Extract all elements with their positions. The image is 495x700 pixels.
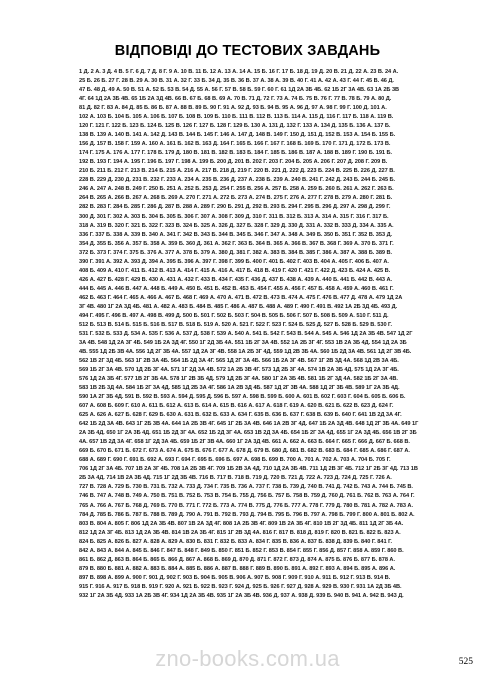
answers-block [79,68,443,638]
answer-line: 264 В. 265 А. 266 В. 267 А. 268 Б. 269 А. 270 Г. 271 А. 272 Б. 273 А. 274 В. 275 Г. 276 А. 277 Г. 278 В. 279 А. 280 Г. 281 Б. [79,195,393,202]
answer-line: 102 А. 103 Б. 104 Б. 105 А. 106 Б. 107 Б. 108 В. 109 Б. 110 Б. 111 В. 112 В. 113 Б. 114 А. 115 Д. 116 Г. 117 Б. 118 А. 119 В. [79,114,394,121]
answer-line: 444 Б. 445 А. 446 В. 447 А. 448 Б. 449 А. 450 Б. 451 Б. 452 В. 453 Б. 454 Г. 455 А. 456 Г. 457 Б. 458 А. 459 А. 460 В. 461 Г. [79,285,394,292]
answer-line: 576 1Д 2А 3Б 4Г. 577 1В 2Г 3Б 4А. 578 1Г 2В 3Б 4Д. 579 1Д 2Б 3Г 4А. 580 1Г 2А 3Б 4В. 581 1Б 2Г 3Д 4А. 582 1Б 2Г 3А 4В. [79,376,398,383]
answer-line: 784 Д. 785 Б. 786 Б. 787 Б. 788 В. 789 Д. 790 А. 791 В. 792 В. 793 Д. 794 В. 795 Б. 796 В. 797 А. 798 Б. 799 Г. 800 А. 801 Б. 802 А. [79,511,415,518]
answer-line: 300 Д. 301 Г. 302 А. 303 Б. 304 Б. 305 Б. 306 Г. 307 А. 308 Г. 309 Д. 310 Г. 311 В. 312 Б. 313 А. 314 А. 315 Г. 316 Г. 317 Б. [79,213,389,220]
answer-line: 669 Б. 670 Б. 671 Б. 672 Г. 673 А. 674 А. 675 В. 676 Г. 677 А. 678 Д. 679 В. 680 Д. 681 В. 682 В. 683 Б. 684 Г. 685 А. 686 Г. 687 А. [79,448,410,455]
answer-line: 426 А. 427 Б. 428 Г. 429 В. 430 А. 431 А. 432 Г. 433 В. 434 Г. 435 Г. 436 Д. 437 Б. 438 А. 439 А. 440 Б. 441 Б. 442 В. 443 А. [79,276,393,283]
answer-line: 824 Б. 825 А. 826 Б. 827 А. 828 А. 829 А. 830 Б. 831 Г. 832 Б. 833 А. 834 Г. 835 В. 836 А. 837 Б. 838 Д. 839 Б. 840 Г. 841 Г. [79,538,393,545]
answer-line: 174 Г. 175 А. 176 А. 177 Г. 178 Б. 179 Д. 180 В. 181 В. 182 В. 183 Б. 184 Г. 185 Б. 186 В. 187 А. 188 В. 189 Г. 190 Б. 191 Б. [79,150,393,157]
answer-line: 2А 3Б 4Д. 650 1Г 2А 3Б 4Д. 651 1Б 2Д 3Г 4А. 652 1Б 2Д 3Г 4А. 653 1В 2Д 3А 4Б. 654 1Б 2Г 3А 4Д. 655 1Г 2А 3Д 4Б. 656 1В 2Г 3Б [79,430,417,437]
answer-line: 210 Б. 211 Б. 212 Г. 213 В. 214 Б. 215 А. 216 А. 217 В. 218 Д. 219 Г. 220 В. 221 Д. 222 Д. 223 Б. 224 В. 225 В. 226 Д. 227 В. [79,168,395,175]
answer-line: 282 В. 283 Г. 284 Б. 285 Г. 286 Д. 287 В. 288 А. 289 Г. 290 Б. 291 Д. 292 В. 293 Б. 294 Г. 295 В. 296 Д. 297 А. 298 Д. 299 Г. [79,204,391,211]
answer-line: 607 А. 608 Б. 609 Г. 610 А. 611 Б. 612 А. 613 Б. 614 А. 615 В. 616 А. 617 А. 618 Г. 619 А. 620 В. 621 Б. 622 В. 623 Д. 624 Г. [79,403,394,410]
answer-line: 803 В. 804 А. 805 Г. 806 1Д 2А 3Б 4В. 807 1В 2А 3Д 4Г. 808 1А 2Б 3В 4Г. 809 1В 2А 3Б 4Г. 810 1В 2Г 3Д 4Б. 811 1Д 2Г 3Б 4А. [79,520,404,527]
answer-line: 879 В. 880 Б. 881 А. 882 А. 883 Б. 884 А. 885 Б. 886 А. 887 В. 888 Г. 889 В. 890 Б. 891 А. 892 Г. 893 А. 894 Б. 895 А. 896 А. [79,565,396,572]
answer-line: 2Б 3А 4Д. 714 1В 2А 3Б 4Д. 715 1Г 2Д 3Б 4В. 716 В. 717 В. 718 В. 719 Д. 720 В. 721 Д. 722 А. 723 Д. 724 Д. 725 Г. 726 А. [79,475,392,482]
answer-line: 531 Г. 532 Б. 533 Д. 534 А. 535 Г. 536 А. 537 Д. 538 Г. 539 А. 540 А. 541 Б. 542 Г. 543 В. 544 А. 545 А. 546 1Д 2А 3Б 4В. 547 1Д 2Г [79,330,413,337]
answer-line: 372 Б. 373 Г. 374 Г. 375 Б. 376 А. 377 А. 378 Б. 379 А. 380 Д. 381 Г. 382 А. 383 В. 384 В. 385 Г. 386 А. 387 А. 388 Б. 389 В. [79,249,393,256]
answer-line: 25 Б. 26 Б. 27 Г. 28 В. 29 А. 30 В. 31 А. 32 Г. 33 Б. 34 Д. 35 В. 36 В. 37 А. 38 А. 39 В. 40 Г. 41 А. 42 А. 43 Г. 44 Г. 45 В. 46 Д. [79,78,394,85]
answer-line: 4В. 555 1Д 2Б 3В 4А. 556 1Д 2Г 3Б 4А. 557 1Д 2А 3Г 4В. 558 1А 2Б 3Г 4Д. 559 1Д 2В 3Б 4А. 560 1Б 2Д 3А 4В. 561 1Д 2Г 3В 4Б. [79,348,412,355]
answer-line: 138 В. 139 А. 140 В. 141 А. 142 Д. 143 В. 144 Б. 145 Г. 146 А. 147 Д. 148 В. 149 Г. 150 Д. 151 Д. 152 В. 153 А. 154 Б. 155 Б. [79,132,396,139]
answer-line: 318 А. 319 В. 320 Г. 321 Б. 322 Г. 323 В. 324 Б. 325 А. 326 Д. 327 Б. 328 Г. 329 Д. 330 Д. 331 А. 332 В. 333 Д. 334 А. 335 А. [79,222,394,229]
answer-line: 390 Г. 391 А. 392 А. 393 Д. 394 А. 395 Б. 396 А. 397 Г. 398 Г. 399 Б. 400 Г. 401 Б. 402 Г. 403 В. 404 А. 405 Г. 406 Б. 407 А. [79,258,389,265]
page-number: 525 [458,657,473,667]
answer-line: 462 Б. 463 Г. 464 Г. 465 А. 466 А. 467 Б. 468 Г. 469 А. 470 А. 471 В. 472 В. 473 В. 474 А. 475 Г. 476 В. 477 Д. 478 А. 479 1Д 2А [79,294,403,301]
answer-line: 897 В. 898 А. 899 А. 900 Г. 901 Д. 902 Г. 903 Б. 904 Б. 905 В. 906 А. 907 Б. 908 Г. 909 Г. 910 А. 911 Б. 912 Г. 913 В. 914 В. [79,574,391,581]
answer-line: 3А 4В. 548 1Д 2А 3Г 4Б. 549 1Б 2А 3Д 4Г. 550 1Г 2Д 3Б 4А. 551 1Б 2Г 3А 4В. 552 1А 2Б 3Г 4Г. 553 1В 2А 3Б 4Д. 554 1Д 2А 3Б [79,339,407,346]
answer-line: 512 Б. 513 В. 514 Б. 515 Б. 516 В. 517 В. 518 Б. 519 А. 520 А. 521 Г. 522 Г. 523 Г. 524 Б. 525 Д. 527 Б. 528 Б. 529 В. 530 Г. [79,321,393,328]
answer-line: 1 Д. 2 А. 3 Д. 4 В. 5 Г. 6 Д. 7 Д. 8 Г. 9 А. 10 В. 11 Б. 12 А. 13 А. 14 А. 15 Б. 16 Г. 17 Б. 18 Д. 19 Д. 20 В. 21 Д. 22 А. 23 В. 24 А. [79,69,399,75]
answer-line: 706 1Д 2Г 3А 4Б. 707 1В 2А 3Г 4Б. 708 1А 2Б 3В 4Г. 709 1Б 2В 3А 4Д. 710 1Д 2А 3Б 4В. 711 1Д 2В 3Г 4Б. 712 1Г 2Б 3Г 4Д. 713 1В [79,466,418,473]
answer-line: 583 1В 2Б 3Д 4А. 584 1Б 2Г 3А 4Д. 585 1Д 2Б 3А 4Г. 586 1А 2В 3Д 4Б. 587 1Д 2Г 3В 4А. 588 1Д 2Г 3Б 4В. 589 1Г 2А 3Б 4Д. [79,385,400,392]
answer-line: 746 В. 747 А. 748 В. 749 А. 750 В. 751 В. 752 Б. 753 В. 754 Б. 755 Д. 756 Б. 757 Б. 758 В. 759 Д. 760 Д. 761 Б. 762 В. 763 А. 764 Г. [79,493,415,500]
answer-line: 3Г 4В. 480 1Г 2А 3Д 4Б. 481 А. 482 А. 483 Б. 484 В. 485 Г. 486 А. 487 Б. 488 А. 489 Г. 490 Г. 491 В. 492 1А 2Б 3Д 4Б. 493 Д. [79,303,398,310]
page-title: ВІДПОВІДІ ДО ТЕСТОВИХ ЗАВДАНЬ [114,43,381,59]
answer-line: 354 Д. 355 Б. 356 А. 357 Б. 358 А. 359 Б. 360 Д. 361 А. 362 Г. 363 Б. 364 В. 365 А. 366 В. 367 В. 368 Г. 369 А. 370 Б. 371 Г. [79,240,394,247]
answer-line: 727 В. 728 А. 729 Б. 730 В. 731 Б. 732 А. 733 Д. 734 Г. 735 В. 736 А. 737 Г. 738 Б. 739 Д. 740 В. 741 Д. 742 Б. 743 А. 744 Б. 745 В. [79,484,413,491]
answer-line: 156 Д. 157 В. 158 Г. 159 А. 160 А. 161 Б. 162 В. 163 Д. 164 Г. 165 Б. 166 Г. 167 Г. 168 Б. 169 Б. 170 Г. 171 Д. 172 Б. 173 В. [79,141,391,148]
answer-line: 228 В. 229 Д. 230 Д. 231 В. 232 Г. 233 А. 234 А. 235 В. 236 Д. 237 А. 238 Б. 239 А. 240 В. 241 Г. 242 Д. 243 Б. 244 Б. 245 Б. [79,177,396,184]
answer-line: 47 Б. 48 Д. 49 А. 50 В. 51 А. 52 Б. 53 В. 54 Д. 55 А. 56 Г. 57 В. 58 Б. 59 Г. 60 Г. 61 1Д 2А 3Б 4Б. 62 1Б 2Г 3А 4В. 63 1А 2Б 3В [79,87,400,94]
answer-line: 915 Г. 916 А. 917 Б. 918 В. 919 Г. 920 А. 921 Б. 922 В. 923 Г. 924 Д. 925 Б. 926 Г. 927 Д. 928 А. 929 В. 930 Г. 931 1А 2Д 3Б 4В. [79,583,402,590]
answer-line: 642 1Б 2Д 3А 4В. 643 1Г 2Б 3В 4А. 644 1А 2Б 3В 4Г. 645 1Г 2Б 3А 4В. 646 1А 2В 3Г 4Д. 647 1Б 2А 3Д 4В. 648 1Д 2Г 3Б 4А. 649 1Г [79,421,419,428]
answer-line: 688 А. 689 Г. 690 Г. 691 Б. 692 А. 693 Г. 694 Г. 695 Б. 696 Б. 697 А. 698 Б. 699 В. 700 А. 701 А. 702 А. 703 А. 704 Б. 705 Г. [79,457,391,464]
answer-line: 842 А. 843 А. 844 А. 845 Б. 846 Г. 847 Б. 848 Г. 849 Б. 850 Г. 851 Б. 852 Г. 853 В. 854 Г. 855 Г. 856 Д. 857 Г. 858 А. 859 Г. 860 В. [79,547,404,554]
answer-line: 765 А. 766 А. 767 Б. 768 Д. 769 Б. 770 В. 771 Г. 772 Б. 773 А. 774 В. 775 Д. 776 Б. 777 А. 778 Г. 779 Д. 780 В. 781 А. 782 А. 783 А. [79,502,413,509]
answer-line: 246 А. 247 А. 248 В. 249 Г. 250 Б. 251 А. 252 Б. 253 Д. 254 Г. 255 В. 256 А. 257 Б. 258 А. 259 Б. 260 Б. 261 А. 262 Г. 263 Б. [79,186,394,193]
answer-line: 861 Б. 862 Д. 863 В. 864 Б. 865 Б. 866 Д. 867 А. 868 Б. 869 Д. 870 Д. 871 Г. 872 Г. 873 Д. 874 А. 875 Б. 876 Б. 877 Б. 878 А. [79,556,395,563]
answer-line: 4Г. 64 1Д 2А 3Б 4В. 65 1Б 2А 3Д 4В. 66 В. 67 Б. 68 В. 69 А. 70 В. 71 Д. 72 Г. 73 А. 74 Б. 75 В. 76 Г. 77 В. 78 Б. 79 А. 80 Д. [79,96,392,103]
answer-line: 4А. 657 1В 2Д 3А 4Г. 658 1Г 2Д 3А 4Б. 659 1Б 2Г 3В 4А. 660 1Г 2А 3Д 4В. 661 А. 662 А. 663 Б. 664 Г. 665 Г. 666 Д. 667 Б. 668 В. [79,439,410,446]
answer-line: 192 В. 193 Г. 194 А. 195 Г. 196 Б. 197 Г. 198 А. 199 Б. 200 Д. 201 В. 202 Г. 203 Г. 204 Б. 205 А. 206 Г. 207 Д. 208 Г. 209 В. [79,159,388,166]
answer-line: 81 Д. 82 Г. 83 А. 84 Д. 85 Б. 86 Б. 87 А. 88 В. 89 Б. 90 Г. 91 А. 92 Д. 93 Б. 94 В. 95 А. 96 Д. 97 А. 98 Г. 99 Г. 100 Д. 101 А. [79,105,387,112]
watermark: zno-books.com.ua [155,646,340,671]
answer-line: 408 Б. 409 А. 410 Г. 411 Б. 412 В. 413 А. 414 Г. 415 А. 416 А. 417 Б. 418 В. 419 Г. 420 Г. 421 Г. 422 Д. 423 Б. 424 А. 425 В. [79,267,391,274]
answer-line: 120 Г. 121 Г. 122 Б. 123 Б. 124 Б. 125 В. 126 Г. 127 Б. 128 Г. 129 Б. 130 А. 131 Д. 132 Г. 133 А. 134 Д. 135 Б. 136 А. 137 Б. [79,123,391,130]
answer-line: 569 1Б 2Г 3А 4В. 570 1Д 2Б 3Г 4А. 571 1Г 2Д 3А 4В. 572 1А 2Б 3В 4Г. 573 1Д 2Б 3Г 4А. 574 1В 2А 3Б 4Д. 575 1Д 2А 3Г 4Б. [79,367,399,374]
answer-line: 336 Г. 337 Б. 338 А. 339 В. 340 А. 341 Г. 342 В. 343 Б. 344 В. 345 Б. 346 Г. 347 А. 348 А. 349 Б. 350 Б. 351 Г. 352 В. 353 Д. [79,231,393,238]
answer-line: 562 1В 2Г 3Д 4Б. 563 1Г 2В 3А 4Б. 564 1Б 2Д 3А 4Г. 565 1Д 2Г 3А 4Б. 566 1Б 2А 3Г 4В. 567 1Г 2В 3Д 4А. 568 1Д 2В 3А 4Б. [79,358,399,364]
answer-line: 590 1А 2Г 3Б 4Д. 591 В. 592 В. 593 А. 594 Д. 595 Д. 596 Б. 597 А. 598 В. 599 Б. 600 А. 601 В. 602 Г. 603 Г. 604 Б. 605 Б. 606 Б. [79,394,406,401]
answer-line: 494 Г. 495 Г. 496 В. 497 А. 498 В. 499 Д. 500 Б. 501 Г. 502 Б. 503 Г. 504 В. 505 Б. 506 Г. 507 Б. 508 Б. 509 А. 510 Г. 511 Д. [79,312,389,319]
answer-line: 932 1Г 2А 3Б 4Д. 933 1А 2Б 3В 4Г. 934 1Д 2А 3Б 4В. 935 1Г 2А 3Б 4В. 936 Д. 937 А. 938 Д. 939 Б. 940 В. 941 А. 942 В. 943 Д. [79,592,404,599]
answer-line: 625 А. 626 А. 627 Б. 628 Г. 629 Б. 630 А. 631 В. 632 Б. 633 А. 634 Г. 635 В. 636 Б. 637 Г. 638 В. 639 Б. 640 Г. 641 1В 2Д 3А 4Г. [79,412,402,419]
answer-line: 812 1Д 2А 3Г 4Б. 813 1Д 2А 3Б 4В. 814 1В 2А 3Б 4Г. 815 1Г 2В 3Д 4А. 816 Г. 817 В. 818 Д. 819 Г. 820 В. 821 Б. 822 Б. 823 А. [79,529,401,536]
